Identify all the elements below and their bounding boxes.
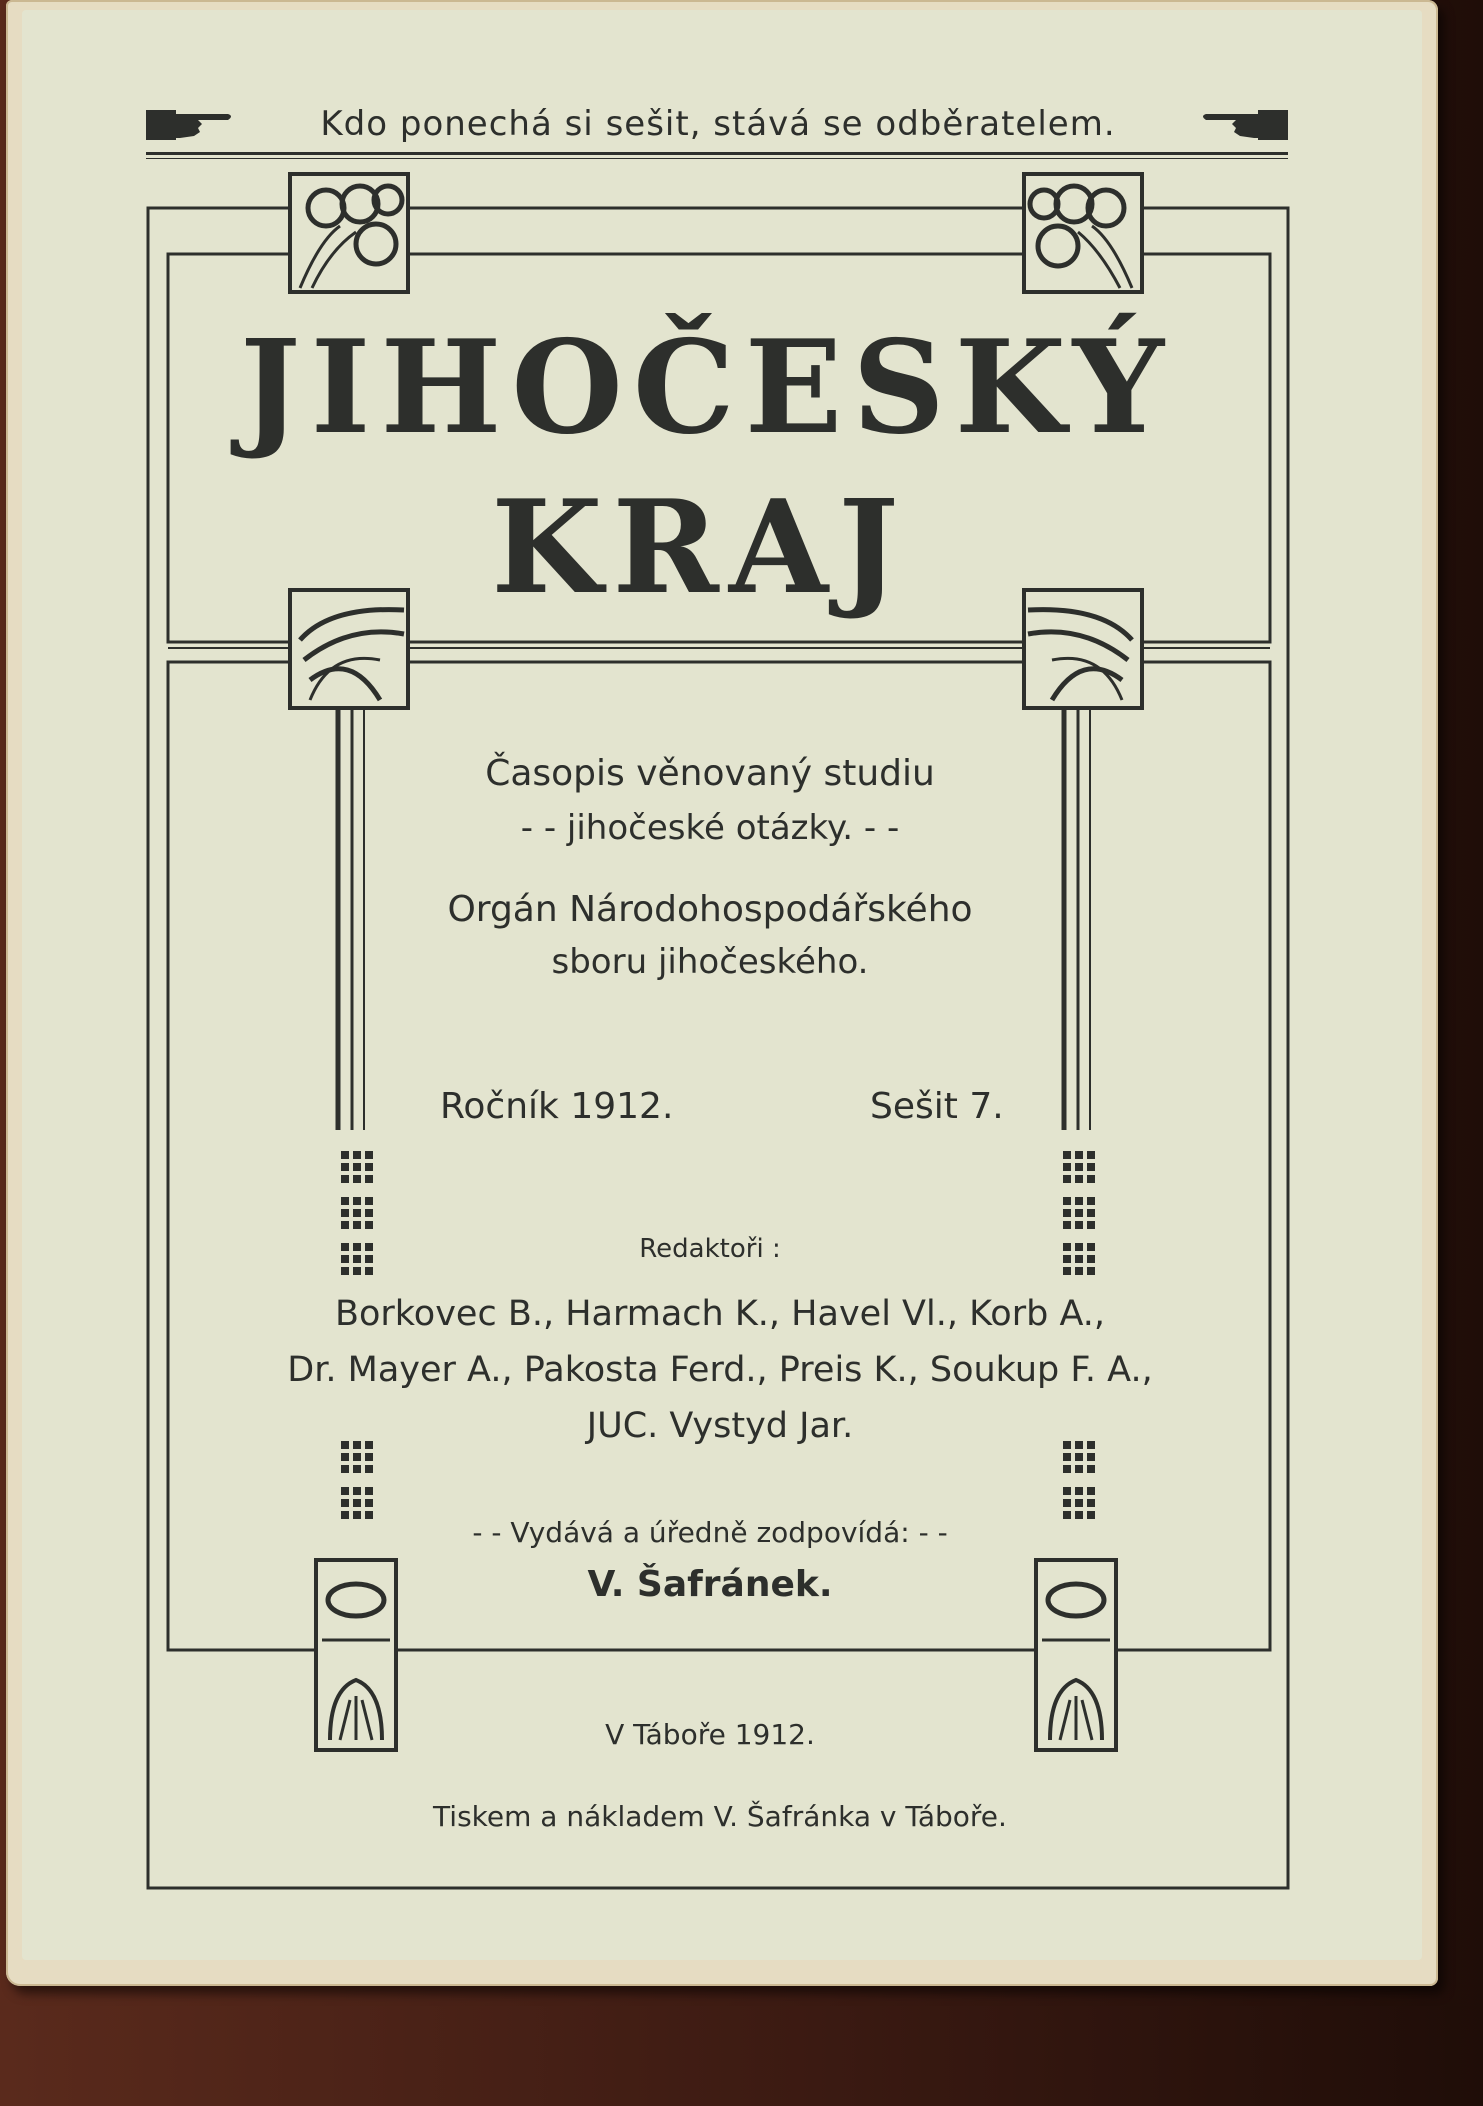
description-line4: sboru jihočeského.	[551, 942, 869, 982]
description-line3: Orgán Národohospodářského	[447, 889, 973, 930]
grid-ornament-icon	[1062, 1150, 1096, 1184]
cherry-ornament-left-icon	[290, 174, 408, 292]
publisher-label: - - Vydává a úředně zodpovídá: - -	[472, 1516, 948, 1549]
printer-imprint: Tiskem a nákladem V. Šafránka v Táboře.	[433, 1800, 1007, 1833]
place-year: V Táboře 1912.	[605, 1718, 815, 1751]
grid-ornament-icon	[1062, 1486, 1096, 1520]
grid-ornament-icon	[340, 1196, 374, 1230]
issue-number: Sešit 7.	[870, 1086, 1004, 1127]
grid-ornament-icon	[1062, 1196, 1096, 1230]
magazine-title-line2: KRAJ	[491, 473, 909, 623]
publisher-name: V. Šafránek.	[587, 1564, 833, 1605]
editors-line2: Dr. Mayer A., Pakosta Ferd., Preis K., Soukup F. A.,	[287, 1350, 1153, 1390]
description-line2: - - jihočeské otázky. - -	[520, 808, 900, 848]
volume-year: Ročník 1912.	[440, 1086, 674, 1127]
cherry-ornament-right-icon	[1024, 174, 1142, 292]
description-line1: Časopis věnovaný studiu	[485, 753, 935, 794]
magazine-title-line1: JIHOČESKÝ	[240, 313, 1174, 463]
grid-ornament-icon	[340, 1486, 374, 1520]
editors-label: Redaktoři :	[639, 1234, 781, 1264]
grid-ornament-icon	[340, 1150, 374, 1184]
subscription-note: Kdo ponechá si sešit, stává se odběratelem.	[320, 104, 1116, 144]
editors-line1: Borkovec B., Harmach K., Havel Vl., Korb A.,	[334, 1294, 1106, 1334]
editors-line3: JUC. Vystyd Jar.	[586, 1406, 854, 1446]
